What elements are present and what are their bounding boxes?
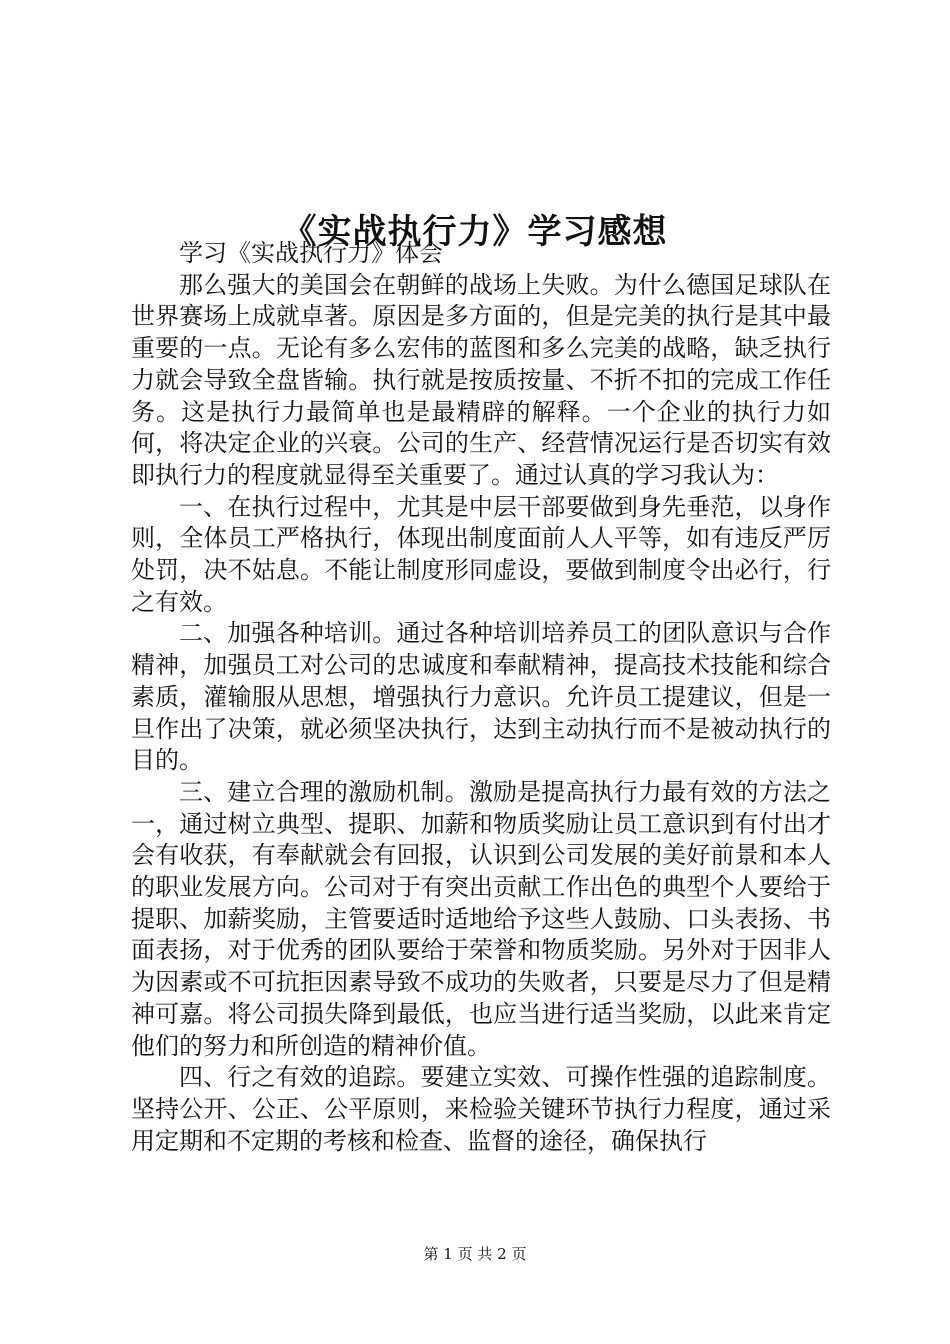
paragraph-point-1: 一、在执行过程中，尤其是中层干部要做到身先垂范，以身作则，全体员工严格执行，体现出制度面前人人平等，如有违反严厉处罚，决不姑息。不能让制度形同虚设，要做到制度令出必行，行之有效。 xyxy=(131,492,831,616)
paragraph-subtitle: 学习《实战执行力》体会 xyxy=(179,239,443,267)
document-title: 《实战执行力》学习感想 xyxy=(282,211,668,252)
paragraph-point-3: 三、建立合理的激励机制。激励是提高执行力最有效的方法之一，通过树立典型、提职、加薪和物质奖励让员工意识到有付出才会有收获，有奉献就会有回报，认识到公司发展的美好前景和本人的职业发展方向。公司对于有突出贡献工作出色的典型个人要给于提职、加薪奖励，主管要适时适地给予这些人鼓励、口头表扬、书面表扬，对于优秀的团队要给于荣誉和物质奖励。另外对于因非人为因素或不可抗拒因素导致不成功的失败者，只要是尽力了但是精神可嘉。将公司损失降到最低，也应当进行适当奖励，以此来肯定他们的努力和所创造的精神价值。 xyxy=(131,777,831,1060)
document-body xyxy=(131,238,831,1157)
paragraph-intro: 那么强大的美国会在朝鲜的战场上失败。为什么德国足球队在世界赛场上成就卓著。原因是多方面的，但是完美的执行是其中最重要的一点。无论有多么宏伟的蓝图和多么完美的战略，缺乏执行力就会导致全盘皆输。执行就是按质按量、不折不扣的完成工作任务。这是执行力最简单也是最精辟的解释。一个企业的执行力如何，将决定企业的兴衰。公司的生产、经营情况运行是否切实有效即执行力的程度就显得至关重要了。通过认真的学习我认为： xyxy=(131,270,831,489)
paragraph-point-4: 四、行之有效的追踪。要建立实效、可操作性强的追踪制度。坚持公开、公正、公平原则，来检验关键环节执行力程度，通过采用定期和不定期的考核和检查、监督的途径，确保执行 xyxy=(131,1063,831,1155)
page-number-footer: 第 1 页 共 2 页 xyxy=(423,1245,527,1263)
paragraph-point-2: 二、加强各种培训。通过各种培训培养员工的团队意识与合作精神，加强员工对公司的忠诚度和奉献精神，提高技术技能和综合素质，灌输服从思想，增强执行力意识。允许员工提建议，但是一旦作出了决策，就必须坚决执行，达到主动执行而不是被动执行的目的。 xyxy=(131,619,831,775)
